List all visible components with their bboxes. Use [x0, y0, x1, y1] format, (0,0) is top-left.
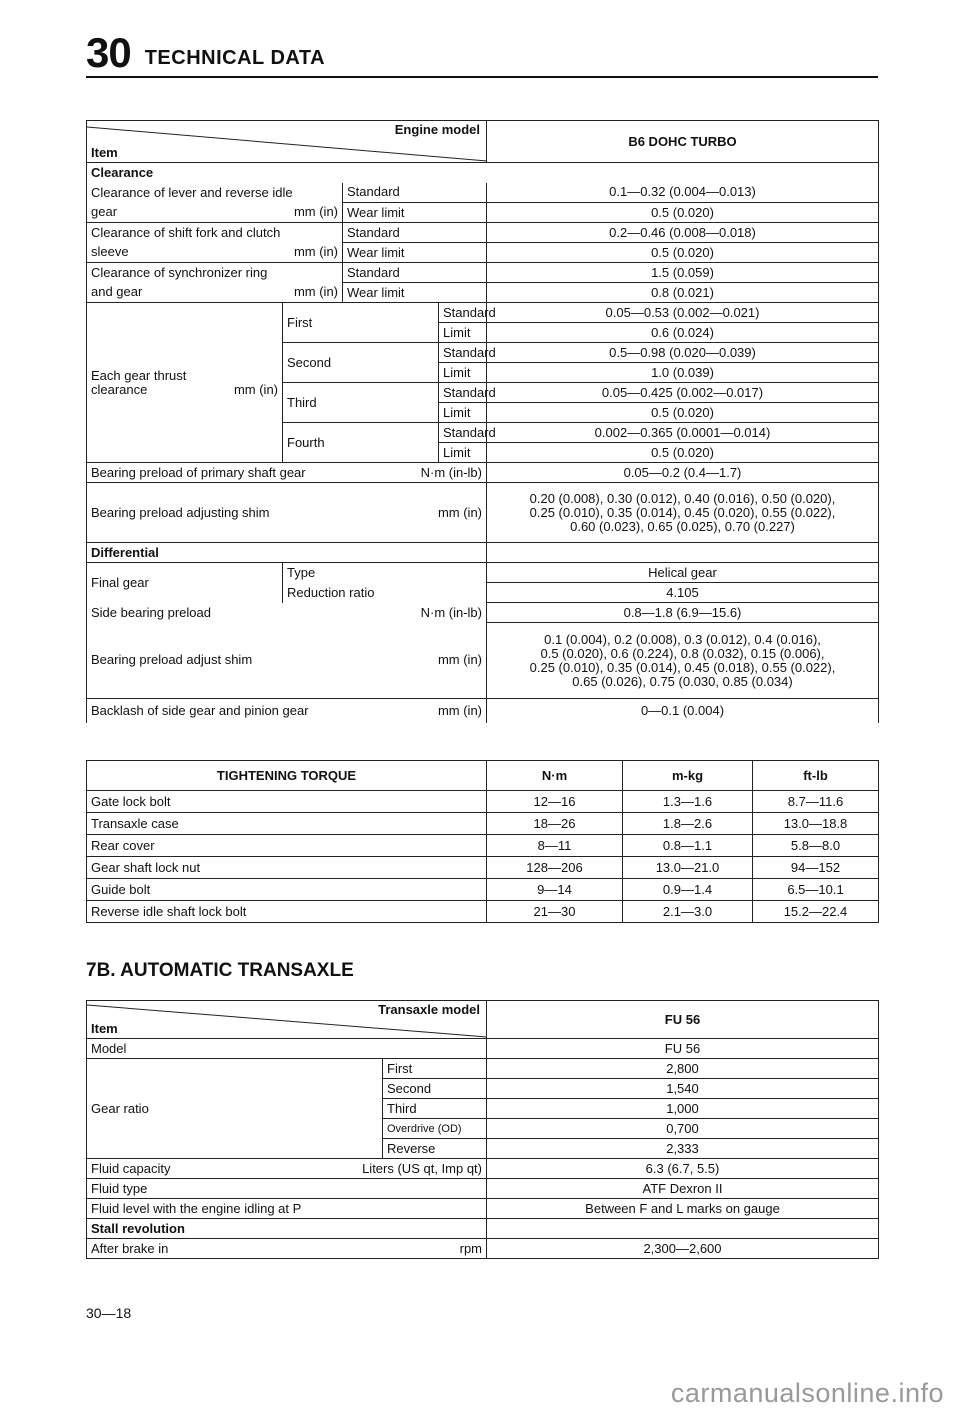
spec-value: 1,000: [487, 1099, 879, 1119]
gear-name: Third: [383, 1099, 487, 1119]
spec-value: 0.1—0.32 (0.004—0.013): [487, 183, 879, 203]
torque-header-ftlb: ft-lb: [753, 761, 879, 791]
chapter-title: TECHNICAL DATA: [144, 47, 326, 69]
cond-label: Limit: [439, 443, 487, 463]
manual-spec-table: [86, 120, 879, 723]
gear-name: Second: [283, 343, 439, 383]
spec-value: Helical gear: [487, 563, 879, 583]
page-header: [86, 24, 325, 74]
row-label: Backlash of side gear and pinion gear mm (in): [87, 699, 487, 723]
chapter-number: 30: [86, 29, 131, 76]
spec-value: 0,700: [487, 1119, 879, 1139]
torque-table: [86, 760, 879, 923]
torque-header-item: TIGHTENING TORQUE: [87, 761, 487, 791]
row-label: Clearance of shift fork and clutch: [87, 223, 343, 243]
row-label: Gear ratio: [87, 1059, 383, 1159]
cond-label: Wear limit: [343, 243, 487, 263]
spec-value: 0.002—0.365 (0.0001—0.014): [487, 423, 879, 443]
section-clearance: Clearance: [87, 163, 487, 183]
gear-name: Third: [283, 383, 439, 423]
row-label: sleeve mm (in): [87, 243, 343, 263]
spec-value-multiline: 0.20 (0.008), 0.30 (0.012), 0.40 (0.016), 0.50 (0.020), 0.25 (0.010), 0.35 (0.014), 0.45 (0.020), 0.55 (0.022), 0.60 (0.023), 0.65 (0.025), 0.70 (0.227): [487, 483, 879, 543]
spec-value: 0.5 (0.020): [487, 443, 879, 463]
row-label: Fluid capacity Liters (US qt, Imp qt): [87, 1159, 487, 1179]
spec-value: 0.05—0.425 (0.002—0.017): [487, 383, 879, 403]
torque-header-mkg: m-kg: [623, 761, 753, 791]
spec-value: 0.5 (0.020): [487, 203, 879, 223]
section-differential: Differential: [87, 543, 487, 563]
cond-label: Standard: [439, 343, 487, 363]
table-corner-header: [87, 1001, 487, 1039]
spec-value: 1.0 (0.039): [487, 363, 879, 383]
section-title: 7B. AUTOMATIC TRANSAXLE: [86, 960, 354, 981]
cond-label: Limit: [439, 323, 487, 343]
spec-value: 0.05—0.53 (0.002—0.021): [487, 303, 879, 323]
spec-value: 2,333: [487, 1139, 879, 1159]
cond-label: Limit: [439, 403, 487, 423]
spec-value: 1.5 (0.059): [487, 263, 879, 283]
spec-value: FU 56: [487, 1039, 879, 1059]
cond-label: Standard: [343, 183, 487, 203]
cond-label: Type: [283, 563, 487, 583]
torque-header-nm: N·m: [487, 761, 623, 791]
spec-value: 2,800: [487, 1059, 879, 1079]
cond-label: Standard: [343, 223, 487, 243]
section-stall: Stall revolution: [87, 1219, 487, 1239]
page-number: 30—18: [86, 1305, 132, 1321]
table-row: Transaxle case 18—26 1.8—2.6 13.0—18.8: [87, 813, 879, 835]
table-row: Reverse idle shaft lock bolt 21—30 2.1—3.0 15.2—22.4: [87, 901, 879, 923]
gear-name: Fourth: [283, 423, 439, 463]
spec-value: Between F and L marks on gauge: [487, 1199, 879, 1219]
row-label: Model: [87, 1039, 487, 1059]
transaxle-model-value: FU 56: [487, 1001, 879, 1039]
cond-label: Standard: [343, 263, 487, 283]
item-label: Item: [91, 145, 118, 160]
row-label: gear mm (in): [87, 203, 343, 223]
spec-value: 0.5—0.98 (0.020—0.039): [487, 343, 879, 363]
cond-label: Standard: [439, 423, 487, 443]
gear-name: Overdrive (OD): [383, 1119, 487, 1139]
table-corner-header: [87, 121, 487, 163]
table-row: Guide bolt 9—14 0.9—1.4 6.5—10.1: [87, 879, 879, 901]
spec-value: ATF Dexron II: [487, 1179, 879, 1199]
row-label: After brake in rpm: [87, 1239, 487, 1259]
cond-label: Wear limit: [343, 203, 487, 223]
table-row: Gate lock bolt 12—16 1.3—1.6 8.7—11.6: [87, 791, 879, 813]
spec-value: 0.6 (0.024): [487, 323, 879, 343]
spec-value: 0.05—0.2 (0.4—1.7): [487, 463, 879, 483]
item-label: Item: [91, 1021, 118, 1036]
gear-name: Second: [383, 1079, 487, 1099]
watermark: carmanualsonline.info: [670, 1378, 944, 1408]
cond-label: Limit: [439, 363, 487, 383]
row-label: Final gear: [87, 563, 283, 603]
gear-name: First: [383, 1059, 487, 1079]
engine-model-label: Engine model: [394, 122, 480, 137]
header-rule: [86, 76, 878, 78]
thrust-label: Each gear thrust clearance mm (in): [87, 303, 283, 463]
spec-value: 0.8—1.8 (6.9—15.6): [487, 603, 879, 623]
spec-value: 0.8 (0.021): [487, 283, 879, 303]
spec-value: 2,300—2,600: [487, 1239, 879, 1259]
spec-value: 4.105: [487, 583, 879, 603]
cond-label: Wear limit: [343, 283, 487, 303]
spec-value: 6.3 (6.7, 5.5): [487, 1159, 879, 1179]
row-label: Bearing preload adjusting shim mm (in): [87, 483, 487, 543]
spec-value-multiline: 0.1 (0.004), 0.2 (0.008), 0.3 (0.012), 0.4 (0.016), 0.5 (0.020), 0.6 (0.224), 0.8 (0.032), 0.15 (0.006), 0.25 (0.010), 0.35 (0.014), 0.45 (0.018), 0.55 (0.022), 0.65 (0.026), 0.75 (0.030, 0.85 (0.034): [487, 623, 879, 699]
table-row: Gear shaft lock nut 128—206 13.0—21.0 94—152: [87, 857, 879, 879]
spec-value: 0.5 (0.020): [487, 403, 879, 423]
row-label: Clearance of lever and reverse idle: [87, 183, 343, 203]
automatic-spec-table: [86, 1000, 879, 1259]
row-label: Bearing preload of primary shaft gear N·m (in-lb): [87, 463, 487, 483]
cond-label: Reduction ratio: [283, 583, 487, 603]
spec-value: 1,540: [487, 1079, 879, 1099]
engine-model-value: B6 DOHC TURBO: [487, 121, 879, 163]
cond-label: Standard: [439, 383, 487, 403]
row-label: Bearing preload adjust shim mm (in): [87, 623, 487, 699]
spec-value: 0.2—0.46 (0.008—0.018): [487, 223, 879, 243]
row-label: Clearance of synchronizer ring: [87, 263, 343, 283]
spec-value: 0—0.1 (0.004): [487, 699, 879, 723]
gear-name: First: [283, 303, 439, 343]
spec-value: 0.5 (0.020): [487, 243, 879, 263]
gear-name: Reverse: [383, 1139, 487, 1159]
cond-label: Standard: [439, 303, 487, 323]
row-label: and gear mm (in): [87, 283, 343, 303]
table-row: Rear cover 8—11 0.8—1.1 5.8—8.0: [87, 835, 879, 857]
row-label: Side bearing preload N·m (in-lb): [87, 603, 487, 623]
row-label: Fluid type: [87, 1179, 487, 1199]
transaxle-model-label: Transaxle model: [378, 1002, 480, 1017]
row-label: Fluid level with the engine idling at P: [87, 1199, 487, 1219]
